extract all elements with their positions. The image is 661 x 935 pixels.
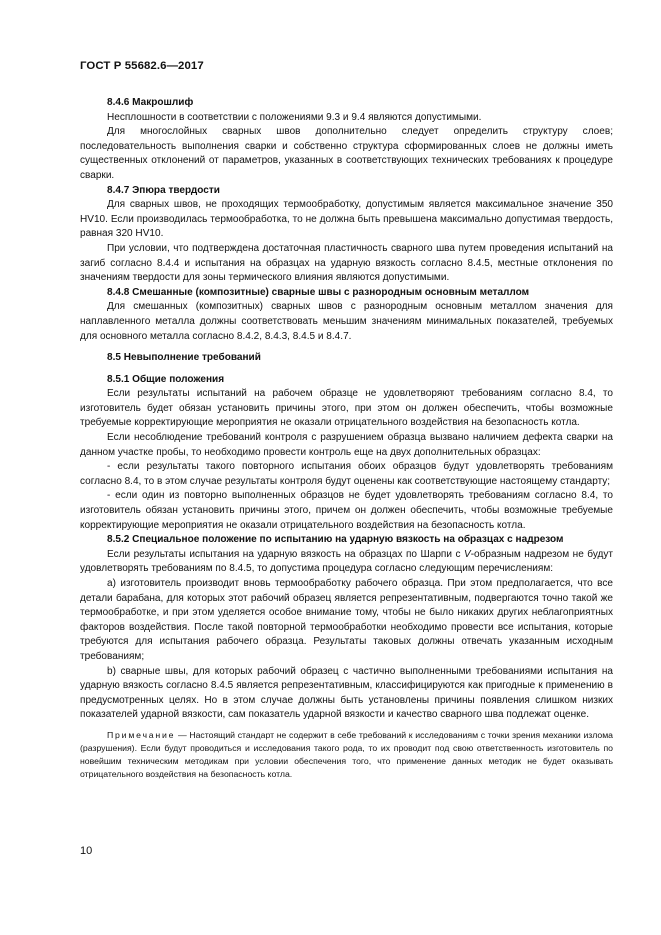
list-item: - если результаты такого повторного испытания обоих образцов будут удовлетворять требованиям согласно 8.4, то в этом случае результаты контроля будут оценены как соответствующие настоящему стандарту; xyxy=(80,461,613,487)
list-item: a) изготовитель производит вновь термообработку рабочего образца. При этом предполагается, что все детали барабана, для которых этот рабочий образец является репрезентативным, подвергаются точно такой же термообработке, и при этом уделяется особое внимание тому, чтобы не было никаких других неблагоприятных факторов воздействия. После такой повторной термообработки необходимо провести все испытания, которые требуются для испытания рабочего образца. Результаты таковых должны отвечать указанным исходным требованиям; xyxy=(80,578,613,662)
paragraph: Несплошности в соответствии с положениями 9.3 и 9.4 являются допустимыми. xyxy=(107,111,482,123)
paragraph: Если результаты испытаний на рабочем образце не удовлетворяют требованиям согласно 8.4, то изготовитель будет обязан установить причины этого, при этом он должен обеспечить, чтобы возможные требуемые корректирующие мероприятия не оказали отрицательного воздействия на безопасность котла. xyxy=(80,388,613,429)
paragraph: Для смешанных (композитных) сварных швов с разнородным основным металлом значения для наплавленного металла должны соответствовать меньшим значениям минимальных показателей, требуемых для основного металла согласно 8.4.2, 8.4.3, 8.4.5 и 8.4.7. xyxy=(80,301,613,342)
paragraph-text: -образным надрезом не будут удовлетворять требованиям по 8.4.5, то допустима процедура согласно следующим перечислениям: xyxy=(80,548,614,575)
list-item: b) сварные швы, для которых рабочий образец с частично выполненными требованиями испытания на ударную вязкость согласно 8.4.5 является репрезентативным, классифицируются как пригодные к применению в предусмотренных целях. Но в этом случае должны быть установлены причины появления слишком низких показателей ударной вязкости, сам показатель ударной вязкости и качество сварного шва подлежат оценке. xyxy=(80,665,613,721)
section-heading-8-4-8: 8.4.8 Смешанные (композитные) сварные швы с разнородным основным металлом xyxy=(107,286,530,298)
section-heading-8-4-7: 8.4.7 Эпюра твердости xyxy=(107,184,220,196)
paragraph: При условии, что подтверждена достаточная пластичность сварного шва путем проведения испытаний на загиб согласно 8.4.4 и испытания на образцах на ударную вязкость согласно 8.4.5, местные отклонения по значениям твердости для зоны термического влияния являются допустимыми. xyxy=(80,242,613,284)
paragraph xyxy=(80,548,613,577)
note-label: Примечание xyxy=(107,729,176,740)
document-header: ГОСТ Р 55682.6—2017 xyxy=(80,60,204,72)
paragraph: Для многослойных сварных швов дополнительно следует определить структуру слоев; последовательность выполнения сварки и собственно структура сформированных слоев не должны иметь существенных отклонений от параметров, указанных в соответствующих технических требованиях к процедуре сварки. xyxy=(80,126,613,181)
section-heading-8-5-2: 8.5.2 Специальное положение по испытанию на ударную вязкость на образцах с надрезом xyxy=(107,534,564,546)
paragraph: Для сварных швов, не проходящих термообработку, допустимым является максимальное значение 350 HV10. Если производилась термообработка, то не должна быть превышена максимально допустимая твердость, равная 320 HV10. xyxy=(80,199,613,240)
section-heading-8-5-1: 8.5.1 Общие положения xyxy=(107,373,225,385)
note xyxy=(80,729,613,781)
paragraph: Если несоблюдение требований контроля с разрушением образца вызвано наличием дефекта сварки на данном участке пробы, то необходимо провести контроль еще на двух дополнительных образцах: xyxy=(80,432,613,458)
section-heading-8-5: 8.5 Невыполнение требований xyxy=(107,352,261,364)
notch-letter: V xyxy=(463,548,471,560)
page-number: 10 xyxy=(80,845,93,857)
list-item: - если один из повторно выполненных образцов не будет удовлетворять требованиям согласно 8.4, то изготовитель обязан установить причины этого, причем он должен обеспечить, чтобы возможные требуемые корректирующие мероприятия не оказали отрицательного воздействия на безопасность котла. xyxy=(80,490,613,531)
section-heading-8-4-6: 8.4.6 Макрошлиф xyxy=(107,97,194,108)
paragraph-text: Если результаты испытания на ударную вязкость на образцах по Шарпи с xyxy=(107,548,464,560)
content xyxy=(80,96,613,781)
note-text: — Настоящий стандарт не содержит в себе требований к исследованиям с точки зрения механики излома (разрушения). Если будут проводиться и исследования такого рода, то их проводит под свою ответственность изготовитель по новейшим техническим методикам при условии обеспечения того, что применение данных методик не будет оказывать отрицательного воздействия на безопасность котла. xyxy=(80,729,613,779)
